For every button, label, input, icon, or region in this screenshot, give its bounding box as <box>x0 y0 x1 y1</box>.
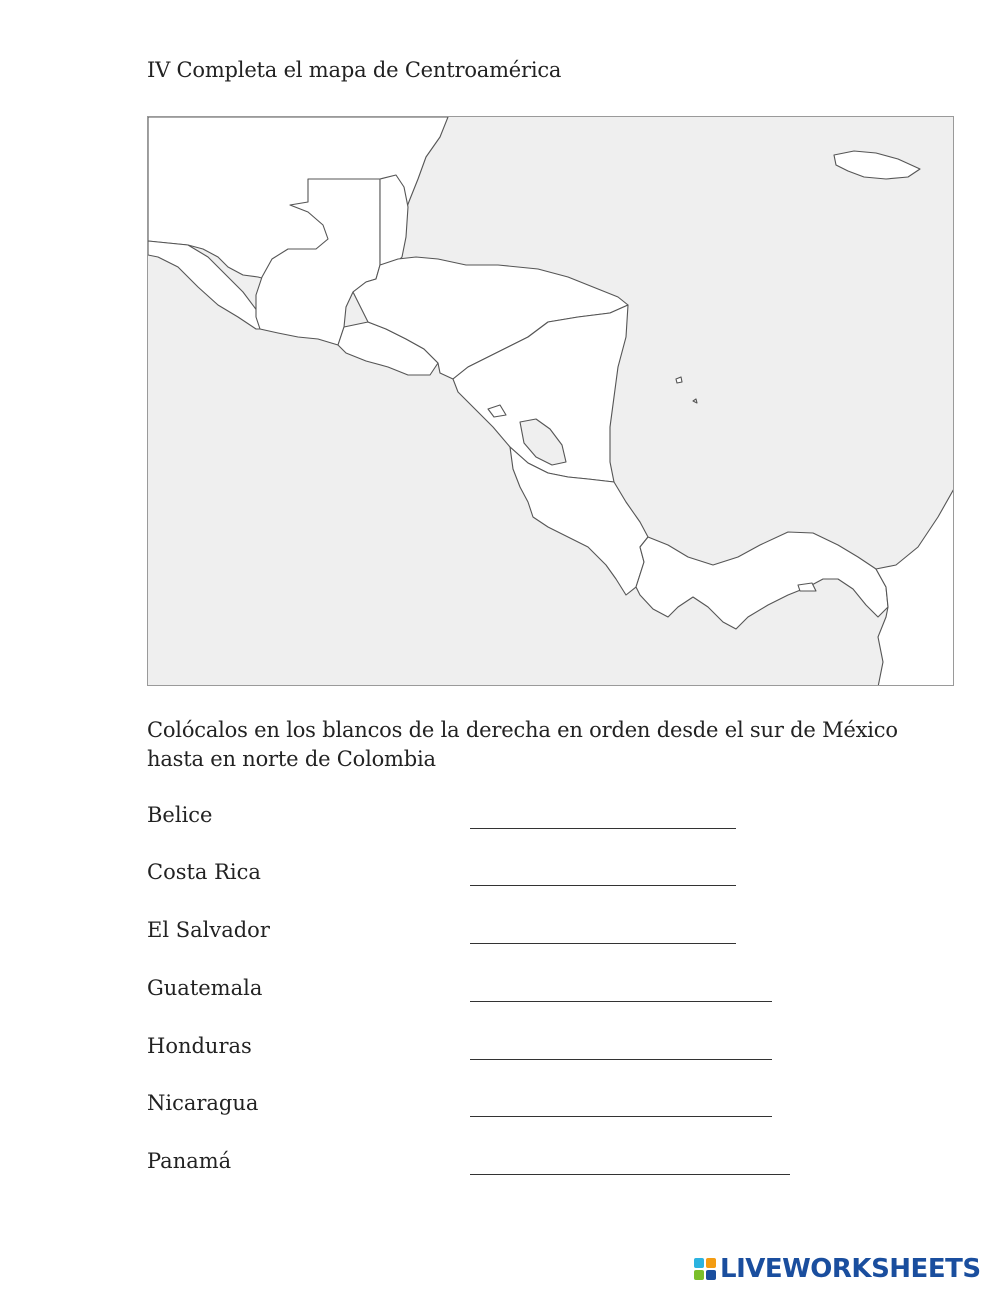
panama-shape <box>636 532 888 629</box>
answer-row-el-salvador <box>147 918 847 948</box>
answer-blank[interactable] <box>470 885 736 886</box>
country-label: Panamá <box>147 1149 232 1173</box>
country-label: Belice <box>147 803 213 827</box>
answer-blank[interactable] <box>470 1174 790 1175</box>
answer-blank[interactable] <box>470 1001 772 1002</box>
liveworksheets-wordmark: LIVEWORKSHEETS <box>720 1254 981 1284</box>
answer-row-panama <box>147 1149 847 1179</box>
liveworksheets-grid-icon <box>694 1258 716 1280</box>
answer-row-costa-rica <box>147 860 847 890</box>
answer-row-guatemala <box>147 976 847 1006</box>
country-label: Honduras <box>147 1034 252 1058</box>
answer-row-honduras <box>147 1034 847 1064</box>
jamaica-shape <box>834 151 920 179</box>
country-label: Guatemala <box>147 976 263 1000</box>
answer-blank[interactable] <box>470 828 736 829</box>
belize-shape <box>380 175 408 265</box>
colombia-shape <box>876 487 954 686</box>
answer-blank[interactable] <box>470 1059 772 1060</box>
central-america-map <box>147 116 954 686</box>
answer-row-nicaragua <box>147 1091 847 1121</box>
country-label: Nicaragua <box>147 1091 259 1115</box>
country-label: Costa Rica <box>147 860 261 884</box>
liveworksheets-logo <box>694 1254 981 1284</box>
answer-blank[interactable] <box>470 1116 772 1117</box>
map-outline-icon <box>148 117 954 686</box>
country-label: El Salvador <box>147 918 270 942</box>
answer-blank[interactable] <box>470 943 736 944</box>
answer-row-belice <box>147 803 847 833</box>
worksheet-heading: IV Completa el mapa de Centroamérica <box>147 58 562 82</box>
worksheet-instructions: Colócalos en los blancos de la derecha en orden desde el sur de México hasta en norte de Colombia <box>147 718 898 771</box>
